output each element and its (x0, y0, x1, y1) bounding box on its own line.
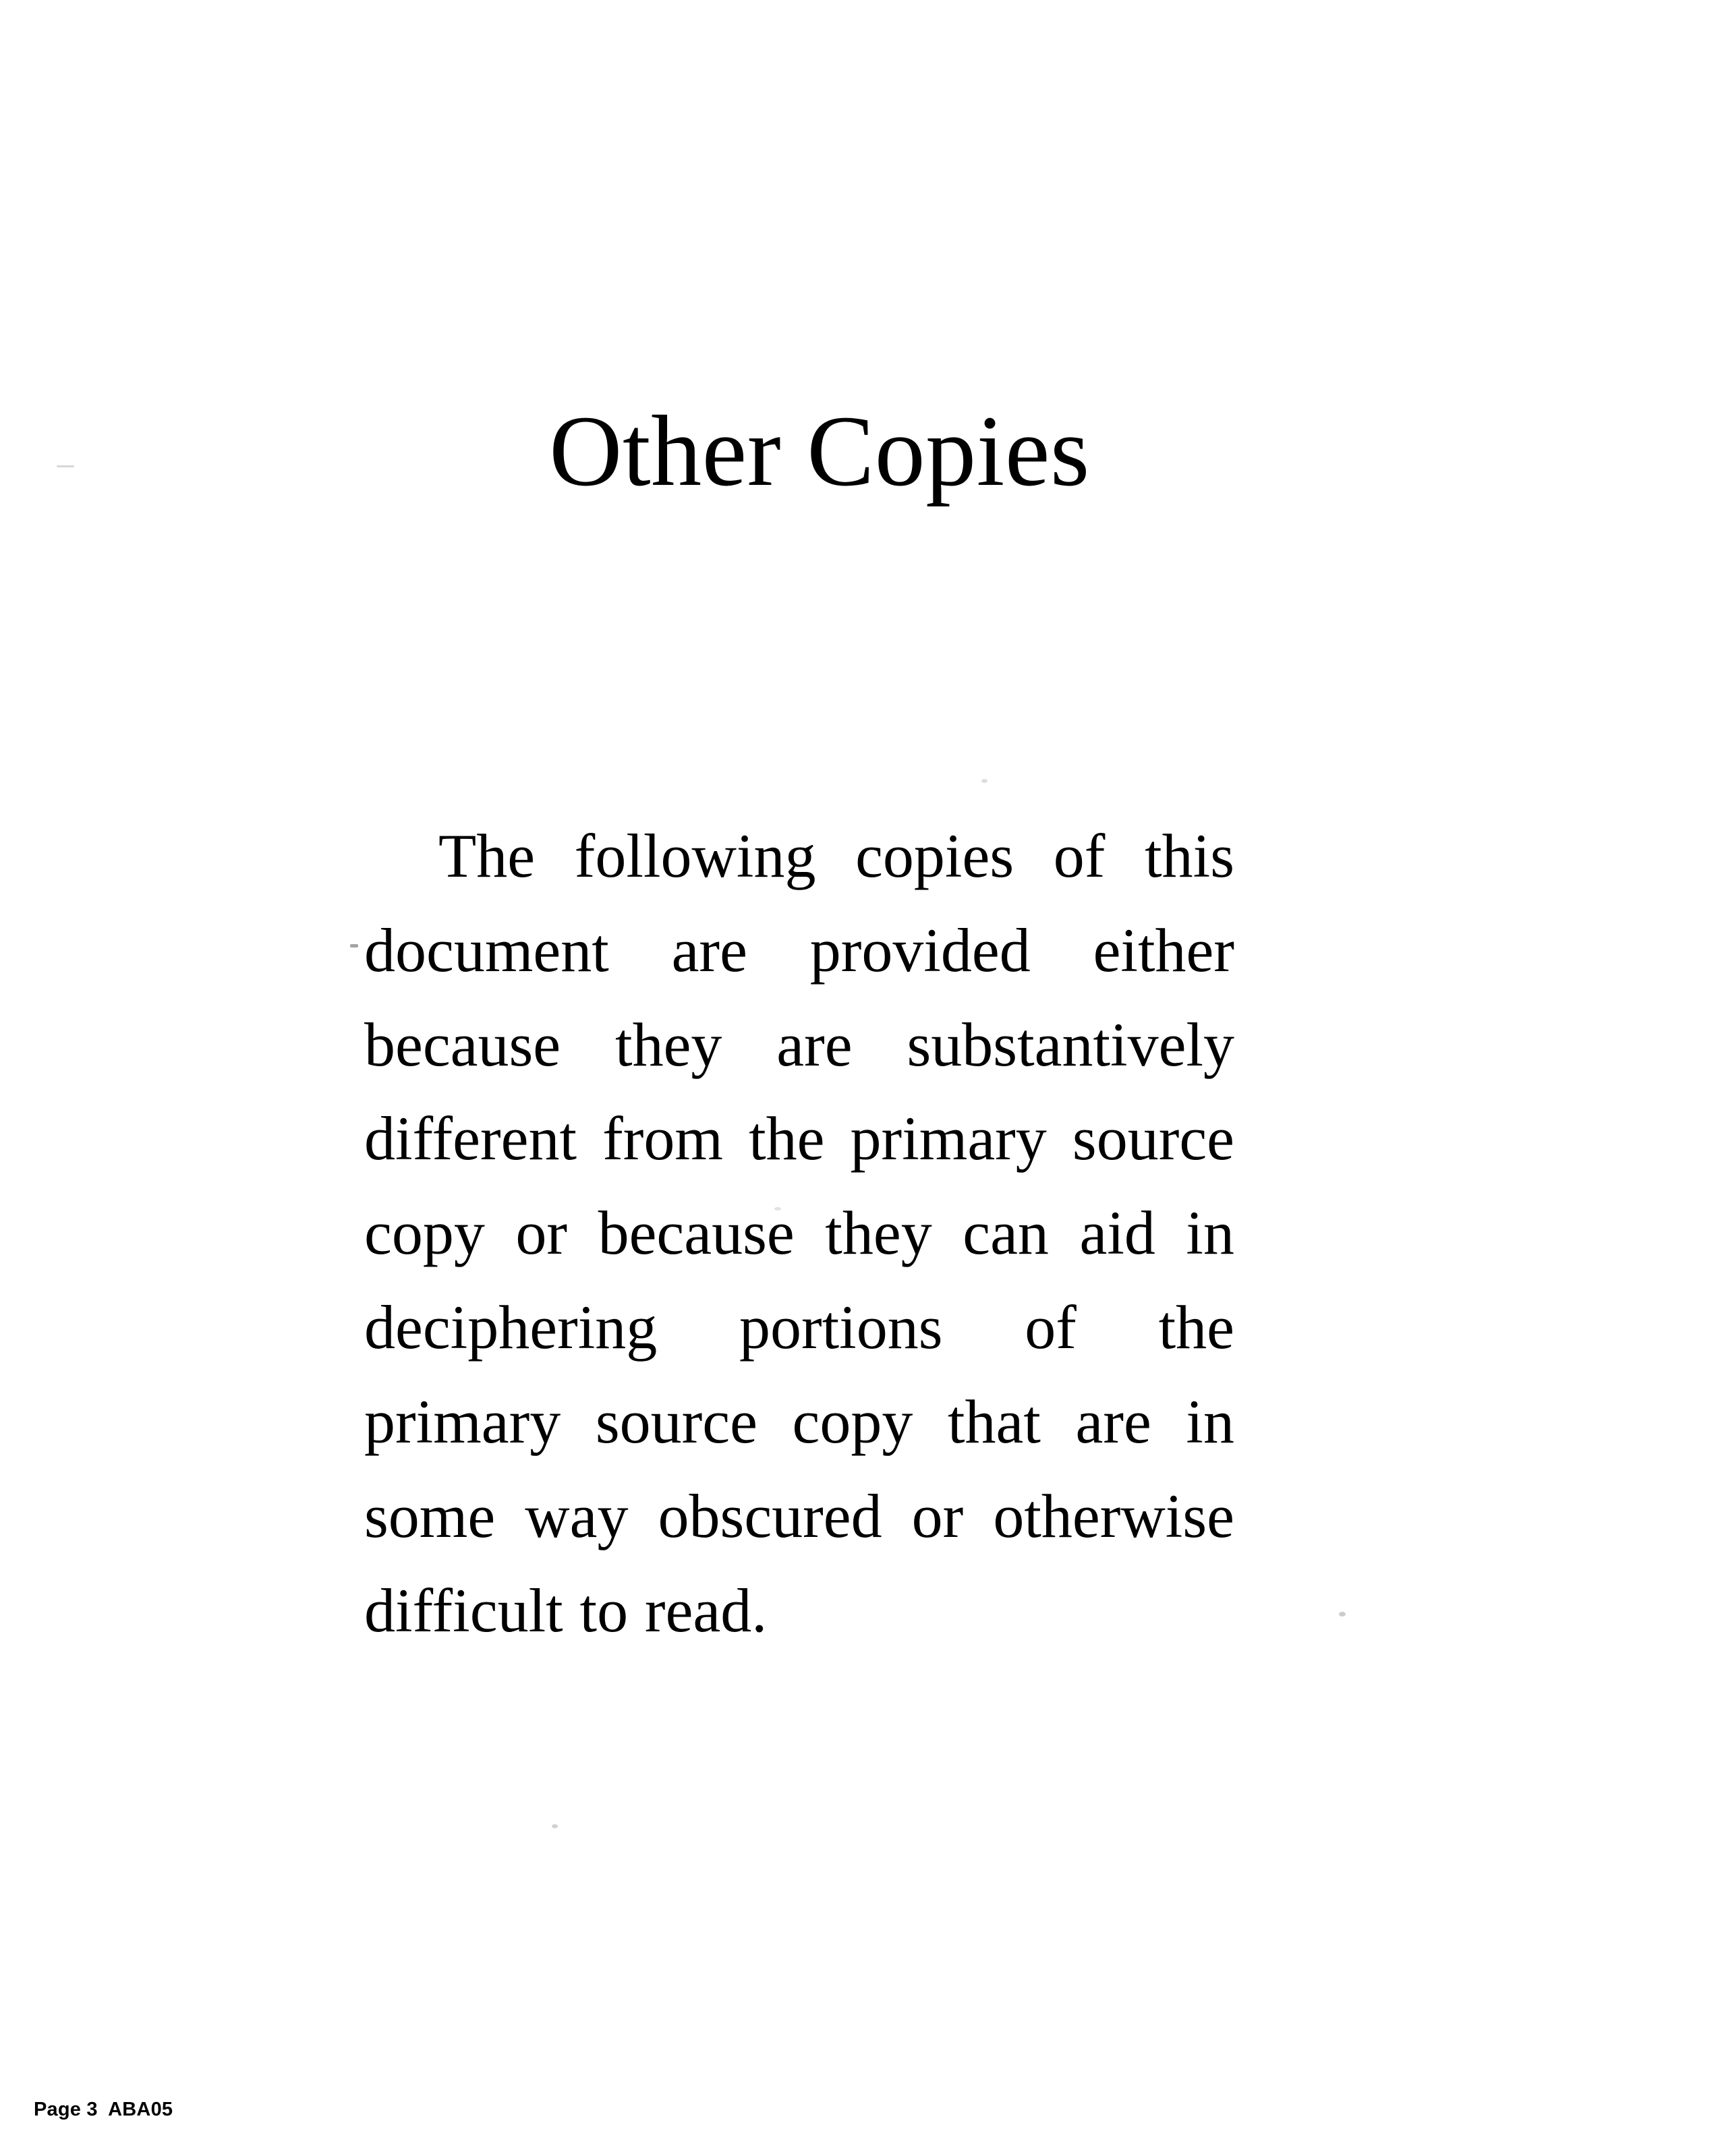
footer-page-stamp: Page 3 ABA05 (34, 2099, 173, 2120)
page-title: Other Copies (549, 395, 1090, 507)
scan-artifact-speck (981, 779, 987, 783)
scan-artifact-speck (57, 465, 74, 467)
scan-artifact-speck (774, 1207, 781, 1211)
scan-artifact-speck (552, 1824, 558, 1828)
body-text-block (364, 809, 1234, 1658)
scan-artifact-speck (1339, 1612, 1346, 1616)
scan-artifact-speck (350, 944, 358, 948)
body-paragraph: The following copies of this document are provided either because they are substantively different from the primary source copy or because they can aid in deciphering portions of the primary source copy that are in some way obscured or otherwise difficult to read. (364, 821, 1234, 1645)
